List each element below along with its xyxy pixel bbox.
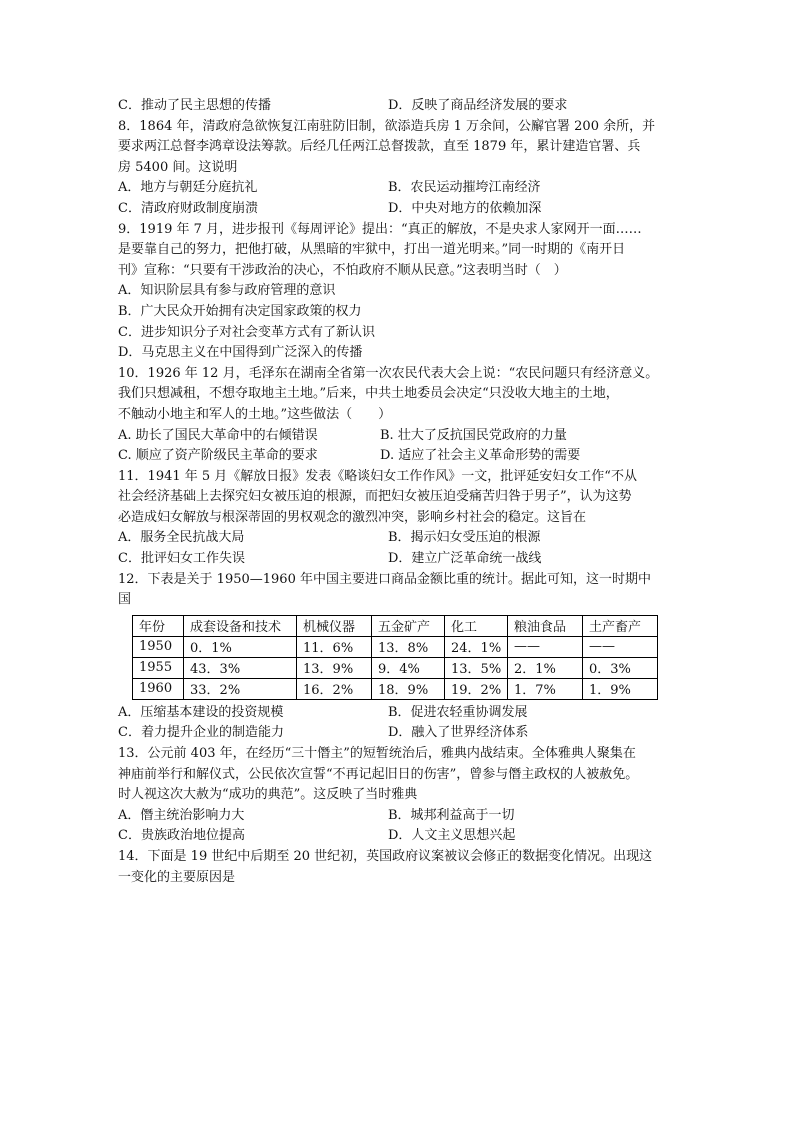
q14-stem-line-1: 14．下面是 19 世纪中后期至 20 世纪初，英国政府议案被议会修正的数据变化情况。出现这 (118, 849, 653, 864)
table-cell: 1．7% (508, 678, 583, 699)
table-cell: 18．9% (372, 678, 445, 699)
q9-option-d: D．马克思主义在中国得到广泛深入的传播 (118, 345, 363, 361)
table-cell: 0．1% (184, 636, 297, 657)
q8-stem-line-1: 8．1864 年，清政府急欲恢复江南驻防旧制，欲添造兵房 1 万余间，公廨官署 200 余所，并 (118, 118, 656, 134)
q13-option-b: B．城邦利益高于一切 (388, 807, 515, 823)
table-cell: 13．8% (372, 636, 445, 657)
q13-option-c: C．贵族政治地位提高 (118, 828, 245, 844)
q13-option-d: D．人文主义思想兴起 (388, 828, 516, 844)
q8-option-b: B．农民运动摧垮江南经济 (388, 180, 541, 196)
q9-option-a: A．知识阶层具有参与政府管理的意识 (118, 283, 336, 299)
q9-option-b: B．广大民众开始拥有决定国家政策的权力 (118, 303, 362, 319)
q13-stem-line-2: 神庙前举行和解仪式，公民依次宣誓“不再记起旧日的伤害”，曾参与僭主政权的人被赦免。 (118, 766, 639, 782)
table-cell: —— (508, 636, 583, 657)
question-12 (118, 570, 678, 744)
import-ratio-table (132, 615, 658, 700)
question-14 (118, 847, 678, 888)
q9-option-c: C．进步知识分子对社会变革方式有了新认识 (118, 324, 375, 340)
q10-option-b: B. 壮大了反抗国民党政府的力量 (380, 427, 567, 443)
question-8 (118, 117, 678, 220)
q10-stem-line-3: 不触动小地主和军人的土地。”这些做法（ ） (118, 406, 392, 422)
table-row (133, 678, 658, 699)
table-cell: 19．2% (445, 678, 508, 699)
q12-stem-line-2: 国 (118, 592, 132, 608)
table-cell: 11．6% (297, 636, 372, 657)
q13-stem-line-1: 13．公元前 403 年，在经历“三十僭主”的短暂统治后，雅典内战结束。全体雅典人聚集在 (118, 746, 636, 762)
q11-option-d: D．建立广泛革命统一战线 (388, 551, 542, 567)
q11-stem-line-2: 社会经济基础上去探究妇女被压迫的根源，而把妇女被压迫受痛苦归咎于男子”，认为这势 (118, 489, 632, 505)
exam-page (118, 96, 678, 888)
table-header-cell: 粮油食品 (508, 615, 583, 636)
table-cell: 1955 (133, 657, 184, 678)
table-cell: 16．2% (297, 678, 372, 699)
table-cell: 1950 (133, 636, 184, 657)
q8-option-a: A．地方与朝廷分庭抗礼 (118, 180, 258, 196)
table-header-cell: 机械仪器 (297, 615, 372, 636)
table-cell: 24．1% (445, 636, 508, 657)
table-cell: 2．1% (508, 657, 583, 678)
q11-stem-line-3: 必造成妇女解放与根深蒂固的男权观念的激烈冲突，影响乡村社会的稳定。这旨在 (118, 509, 587, 525)
q12-option-b: B．促进农轻重协调发展 (388, 704, 528, 720)
q8-option-d: D．中央对地方的依赖加深 (388, 200, 542, 216)
q12-option-a: A．压缩基本建设的投资规模 (118, 704, 284, 720)
table-row (133, 657, 658, 678)
table-row (133, 636, 658, 657)
q12-option-d: D．融入了世界经济体系 (388, 725, 529, 741)
table-header-cell: 年份 (133, 615, 184, 636)
q10-stem-line-2: 我们只想减租，不想夺取地主土地。”后来，中共土地委员会决定“只没收大地主的土地， (118, 386, 619, 402)
table-cell: 33．2% (184, 678, 297, 699)
q11-option-a: A．服务全民抗战大局 (118, 530, 245, 546)
question-9 (118, 220, 678, 364)
q7-options-cd (118, 96, 678, 117)
q13-stem-line-3: 时人视这次大赦为“成功的典范”。这反映了当时雅典 (118, 787, 418, 803)
q8-stem-line-2: 要求两江总督李鸿章设法筹款。后经几任两江总督拨款，直至 1879 年，累计建造官署、兵 (118, 139, 641, 155)
q8-option-c: C．清政府财政制度崩溃 (118, 200, 258, 216)
q10-stem-line-1: 10．1926 年 12 月，毛泽东在湖南全省第一次农民代表大会上说：“农民问题只有经济意义。 (118, 365, 659, 381)
q10-option-d: D. 适应了社会主义革命形势的需要 (380, 448, 581, 464)
q8-stem-line-3: 房 5400 间。这说明 (118, 159, 238, 175)
q10-option-a: A. 助长了国民大革命中的右倾错误 (118, 427, 318, 443)
q11-option-c: C．批评妇女工作失误 (118, 551, 245, 567)
table-cell: 13．9% (297, 657, 372, 678)
table-header-cell: 土产畜产 (583, 615, 658, 636)
table-header-row (133, 615, 658, 636)
q9-stem-line-2: 是要靠自己的努力，把他打破，从黑暗的牢狱中，打出一道光明来。”同一时期的《南开日 (118, 242, 626, 258)
q9-stem-line-1: 9．1919 年 7 月，进步报刊《每周评论》提出：“真正的解放，不是央求人家网开一面…… (118, 221, 642, 237)
q13-option-a: A．僭主统治影响力大 (118, 807, 245, 823)
q7-option-c: C．推动了民主思想的传播 (118, 98, 271, 113)
q12-stem-line-1: 12．下表是关于 1950—1960 年中国主要进口商品金额比重的统计。据此可知，这一时期中 (118, 571, 651, 587)
table-header-cell: 五金矿产 (372, 615, 445, 636)
q14-stem-line-2: 一变化的主要原因是 (118, 869, 236, 885)
table-cell: 43．3% (184, 657, 297, 678)
question-13 (118, 744, 678, 847)
table-cell: 1960 (133, 678, 184, 699)
question-10 (118, 364, 678, 467)
q12-option-c: C．着力提升企业的制造能力 (118, 725, 284, 741)
q11-stem-line-1: 11．1941 年 5 月《解放日报》发表《略谈妇女工作作风》一文，批评延安妇女工作“不从 (118, 468, 637, 484)
table-cell: 9．4% (372, 657, 445, 678)
table-cell: 13．5% (445, 657, 508, 678)
question-11 (118, 467, 678, 570)
table-header-cell: 化工 (445, 615, 508, 636)
table-header-cell: 成套设备和技术 (184, 615, 297, 636)
table-cell: 1．9% (583, 678, 658, 699)
table-cell: 0．3% (583, 657, 658, 678)
q10-option-c: C. 顺应了资产阶级民主革命的要求 (118, 448, 318, 464)
q11-option-b: B．揭示妇女受压迫的根源 (388, 530, 541, 546)
q9-stem-line-3: 刊》宣称：“只要有干涉政治的决心，不怕政府不顺从民意。”这表明当时（ ） (118, 262, 567, 278)
q7-option-d: D．反映了商品经济发展的要求 (388, 98, 568, 113)
table-cell: —— (583, 636, 658, 657)
